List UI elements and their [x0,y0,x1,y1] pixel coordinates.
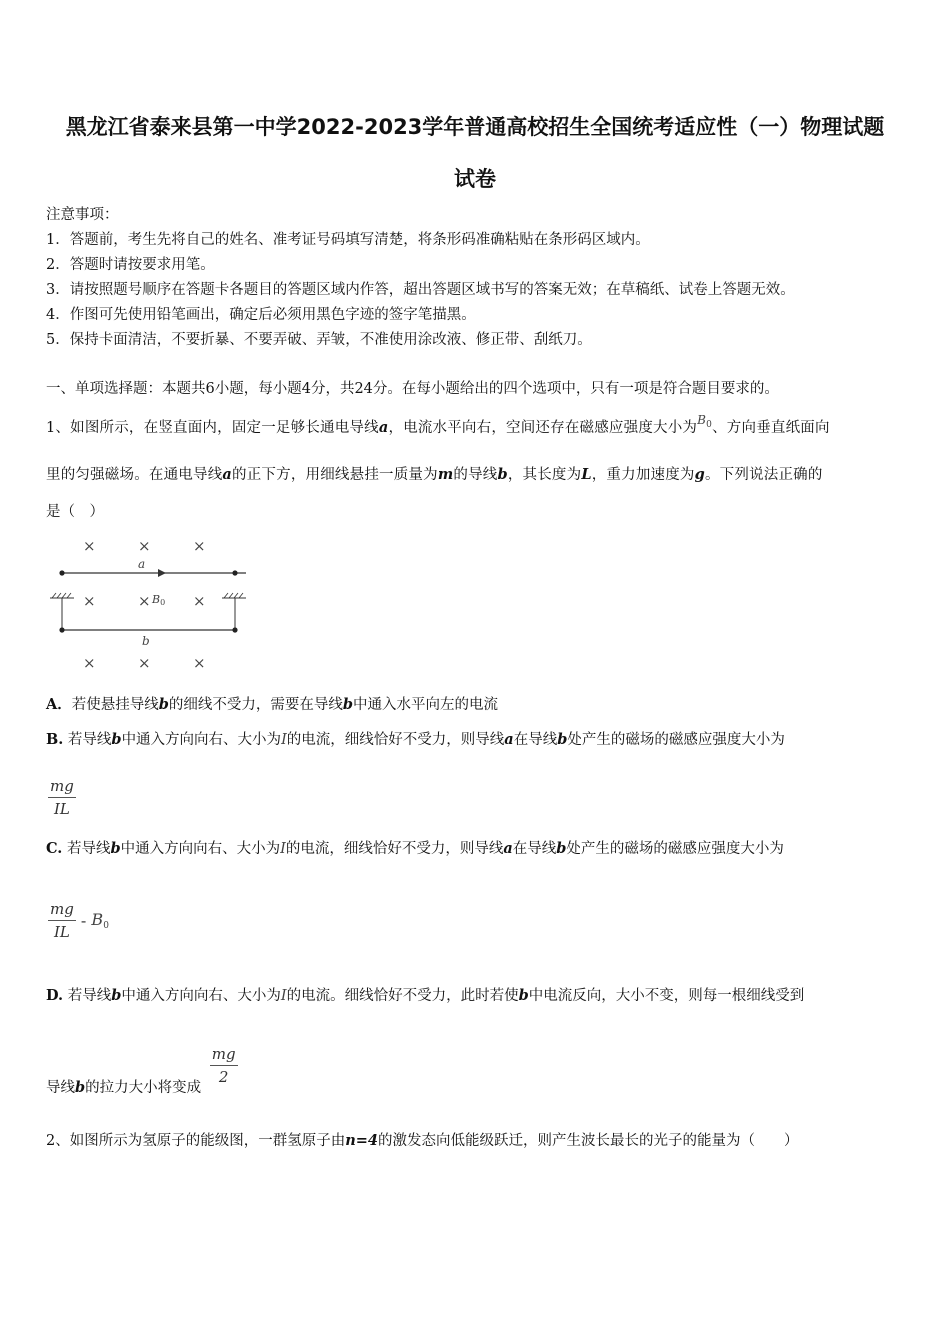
field-cross: × [138,592,151,610]
option-c: C. 若导线b中通入方向向右、大小为I的电流，细线恰好不受力，则导线a在导线b处产生的磁场的磁感应强度大小为 [46,840,784,857]
question-1-line-2: 里的匀强磁场。在通电导线a的正下方，用细线悬挂一质量为m的导线b，其长度为L，重力加速度为g。下列说法正确的 [46,466,823,483]
question-2: 2、如图所示为氢原子的能级图，一群氢原子由n=4的激发态向低能级跃迁，则产生波长最长的光子的能量为（ ） [46,1132,799,1149]
exam-title: 黑龙江省泰来县第一中学2022-2023学年普通高校招生全国统考适应性（一）物理试题 [65,115,885,139]
field-cross: × [193,592,206,610]
notice-item: 3．请按照题号顺序在答题卡各题目的答题区域内作答，超出答题区域书写的答案无效；在草稿纸、试卷上答题无效。 [46,282,795,298]
notice-item: 4．作图可先使用铅笔画出，确定后必须用黑色字迹的签字笔描黑。 [46,307,476,323]
field-cross: × [138,537,151,555]
notice-item: 1．答题前，考生先将自己的姓名、准考证号码填写清楚，将条形码准确粘贴在条形码区域内。 [46,232,650,248]
field-cross: × [83,592,96,610]
b0-label: B0 [152,593,166,607]
field-cross: × [193,537,206,555]
option-c-formula: $\frac{mg}{IL}$ - $B_0$ [50,900,109,941]
option-d-continued: 导线b的拉力大小将变成 $\frac{mg}{2}$ [46,1045,236,1096]
wire-b-label: b [142,634,150,648]
field-cross: × [83,537,96,555]
exam-title-continued: 试卷 [454,167,496,191]
option-d: D. 若导线b中通入方向向右、大小为I的电流。细线恰好不受力，此时若使b中电流反向，大小不变，则每一根细线受到 [46,987,805,1004]
wire-a-label: a [138,557,146,571]
option-a: A．若使悬挂导线b的细线不受力，需要在导线b中通入水平向左的电流 [46,696,499,713]
section-heading: 一、单项选择题：本题共6小题，每小题4分，共24分。在每小题给出的四个选项中，只有一项是符合题目要求的。 [46,381,779,397]
notice-item: 2．答题时请按要求用笔。 [46,257,215,273]
field-cross: × [193,654,206,672]
notice-heading: 注意事项： [46,207,119,223]
option-b: B. 若导线b中通入方向向右、大小为I的电流，细线恰好不受力，则导线a在导线b处产生的磁场的磁感应强度大小为 [46,731,785,748]
field-cross: × [83,654,96,672]
option-b-formula: $\frac{mg}{IL}$ [50,777,74,818]
magnetic-field-figure [46,532,256,672]
notice-item: 5．保持卡面清洁，不要折暴、不要弄破、弄皱，不准使用涂改液、修正带、刮纸刀。 [46,332,592,348]
question-1-line-1: 1、如图所示，在竖直面内，固定一足够长通电导线a，电流水平向右，空间还存在磁感应强度大小为$^{B_0}$、方向垂直纸面向 [46,413,830,436]
question-1-line-3: 是（ ） [46,504,104,520]
field-cross: × [138,654,151,672]
